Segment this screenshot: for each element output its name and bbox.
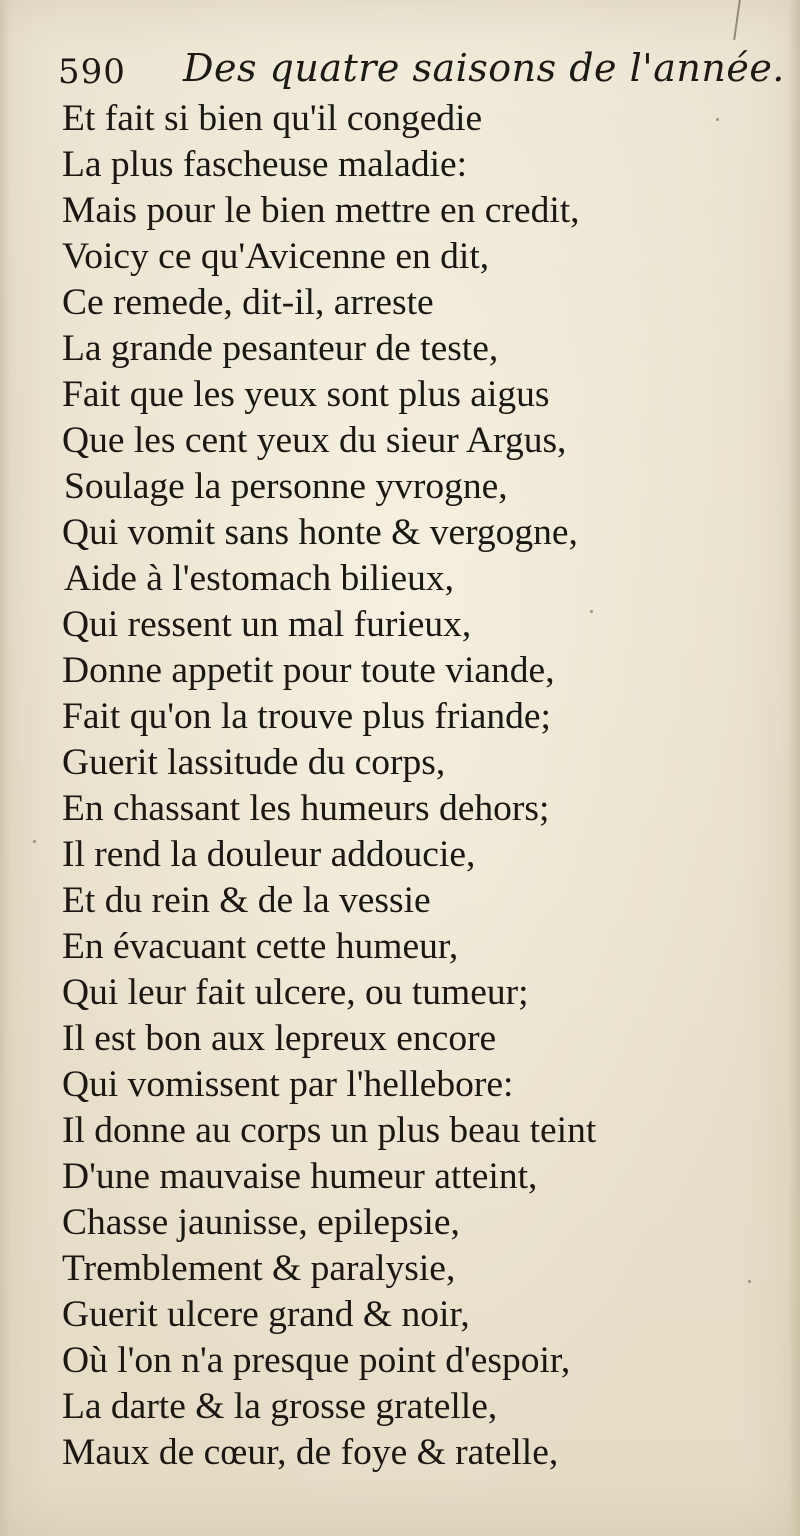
verse-line: Qui vomissent par l'hellebore: — [62, 1064, 514, 1105]
verse-line: La grande pesanteur de teste, — [62, 328, 499, 369]
verse-line: Où l'on n'a presque point d'espoir, — [62, 1340, 571, 1381]
verse-line: Et fait si bien qu'il congedie — [62, 98, 483, 139]
verse-line: Soulage la personne yvrogne, — [64, 466, 508, 507]
verse-line: Aide à l'estomach bilieux, — [64, 558, 454, 599]
verse-line: En chassant les humeurs dehors; — [62, 788, 550, 829]
verse-line: La darte & la grosse gratelle, — [62, 1386, 498, 1427]
verse-line: Il est bon aux lepreux encore — [62, 1018, 497, 1059]
verse-line: Guerit ulcere grand & noir, — [62, 1294, 470, 1335]
verse-line: Qui vomit sans honte & vergogne, — [62, 512, 578, 553]
verse-line: Mais pour le bien mettre en credit, — [62, 190, 580, 231]
verse-line: Que les cent yeux du sieur Argus, — [62, 420, 567, 461]
verse-line: La plus fascheuse maladie: — [62, 144, 468, 185]
page-right-edge-shadow — [788, 0, 800, 1536]
page-number: 590 — [58, 52, 126, 92]
paper-speck — [716, 118, 719, 121]
running-title: Des quatre saisons de l'année. — [183, 46, 785, 90]
verse-line: Fait qu'on la trouve plus friande; — [62, 696, 551, 737]
verse-line: Voicy ce qu'Avicenne en dit, — [62, 236, 490, 277]
paper-speck — [748, 1280, 751, 1283]
paper-speck — [33, 840, 36, 843]
verse-line: Guerit lassitude du corps, — [62, 742, 446, 783]
page-header — [58, 42, 785, 102]
verse-line: Chasse jaunisse, epilepsie, — [62, 1202, 460, 1243]
verse-line: Il rend la douleur addoucie, — [62, 834, 476, 875]
verse-line: Qui leur fait ulcere, ou tumeur; — [62, 972, 529, 1013]
verse-line: Donne appetit pour toute viande, — [62, 650, 555, 691]
page-tear-mark — [733, 0, 763, 40]
verse-line: D'une mauvaise humeur atteint, — [62, 1156, 538, 1197]
verse-line: Fait que les yeux sont plus aigus — [62, 374, 550, 415]
verse-line: Et du rein & de la vessie — [62, 880, 431, 921]
verse-line: Maux de cœur, de foye & ratelle, — [62, 1432, 559, 1473]
verse-line: En évacuant cette humeur, — [62, 926, 459, 967]
verse-line: Il donne au corps un plus beau teint — [62, 1110, 597, 1151]
paper-speck — [590, 610, 593, 613]
verse-line: Tremblement & paralysie, — [62, 1248, 456, 1289]
verse-line: Ce remede, dit-il, arreste — [62, 282, 434, 323]
verse-block — [62, 96, 762, 1476]
verse-line: Qui ressent un mal furieux, — [62, 604, 472, 645]
page-left-edge-shadow — [0, 0, 10, 1536]
